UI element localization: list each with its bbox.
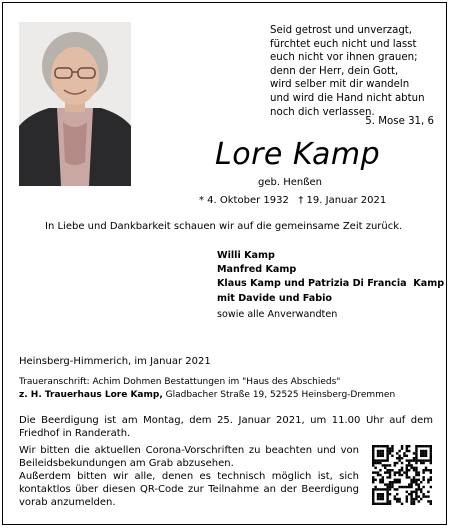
intro-text: In Liebe und Dankbarkeit schauen wir auf die gemeinsame Zeit zurück. <box>45 221 403 232</box>
birth-death-dates: * 4. Oktober 1932 † 19. Januar 2021 <box>199 195 387 206</box>
mourning-address-line1: Traueranschrift: Achim Dohmen Bestattungen im "Haus des Abschieds" <box>19 377 341 387</box>
quote-line: und wird die Hand nicht abtun <box>270 92 425 104</box>
qr-code-graphic <box>372 445 432 505</box>
quote-line: wird selber mit dir wandeln <box>270 79 410 91</box>
covid-paragraph: Außerdem bitten wir alle, denen es technisch möglich ist, sich kontaktlos über diesen QR-Code zur Teilnahme an der Beerdigung vorab anzumelden. <box>19 471 359 508</box>
mourner-name: mit Davide und Fabio <box>217 292 332 304</box>
qr-code-icon[interactable] <box>372 445 432 505</box>
bible-quote <box>270 24 435 119</box>
mourning-address-line2 <box>19 390 395 400</box>
covid-paragraph: Wir bitten die aktuellen Corona-Vorschriften zu beachten und von Beileidsbekundungen am Grab abzusehen. <box>19 445 359 469</box>
covid-notice <box>19 444 359 509</box>
maiden-name: geb. Henßen <box>258 177 323 188</box>
portrait-photo <box>19 22 131 186</box>
quote-reference: 5. Mose 31, 6 <box>365 116 434 127</box>
portrait-image <box>19 22 131 186</box>
quote-line: Seid getrost und unverzagt, <box>270 25 413 36</box>
mourner-name: Klaus Kamp und Patrizia Di Francia Kamp <box>217 278 445 290</box>
mourners-list <box>217 249 444 322</box>
quote-line: fürchtet euch nicht und lasst <box>270 38 417 50</box>
funeral-text: Die Beerdigung ist am Montag, dem 25. Januar 2021, um 11.00 Uhr auf dem Friedhof in Randerath. <box>19 415 433 439</box>
mourners-closing: sowie alle Anverwandten <box>217 308 338 320</box>
quote-line: noch dich verlassen. <box>270 106 375 118</box>
mourner-name: Willi Kamp <box>217 250 275 261</box>
deceased-name: Lore Kamp <box>215 137 381 172</box>
mourner-name: Manfred Kamp <box>217 264 297 276</box>
quote-line: euch nicht vor ihnen grauen; <box>270 52 418 64</box>
place-date: Heinsberg-Himmerich, im Januar 2021 <box>19 356 211 367</box>
quote-line: denn der Herr, dein Gott, <box>270 65 399 77</box>
mourning-address-street: Gladbacher Straße 19, 52525 Heinsberg-Dremmen <box>162 390 396 400</box>
mourning-address-recipient: z. H. Trauerhaus Lore Kamp, <box>19 390 163 400</box>
